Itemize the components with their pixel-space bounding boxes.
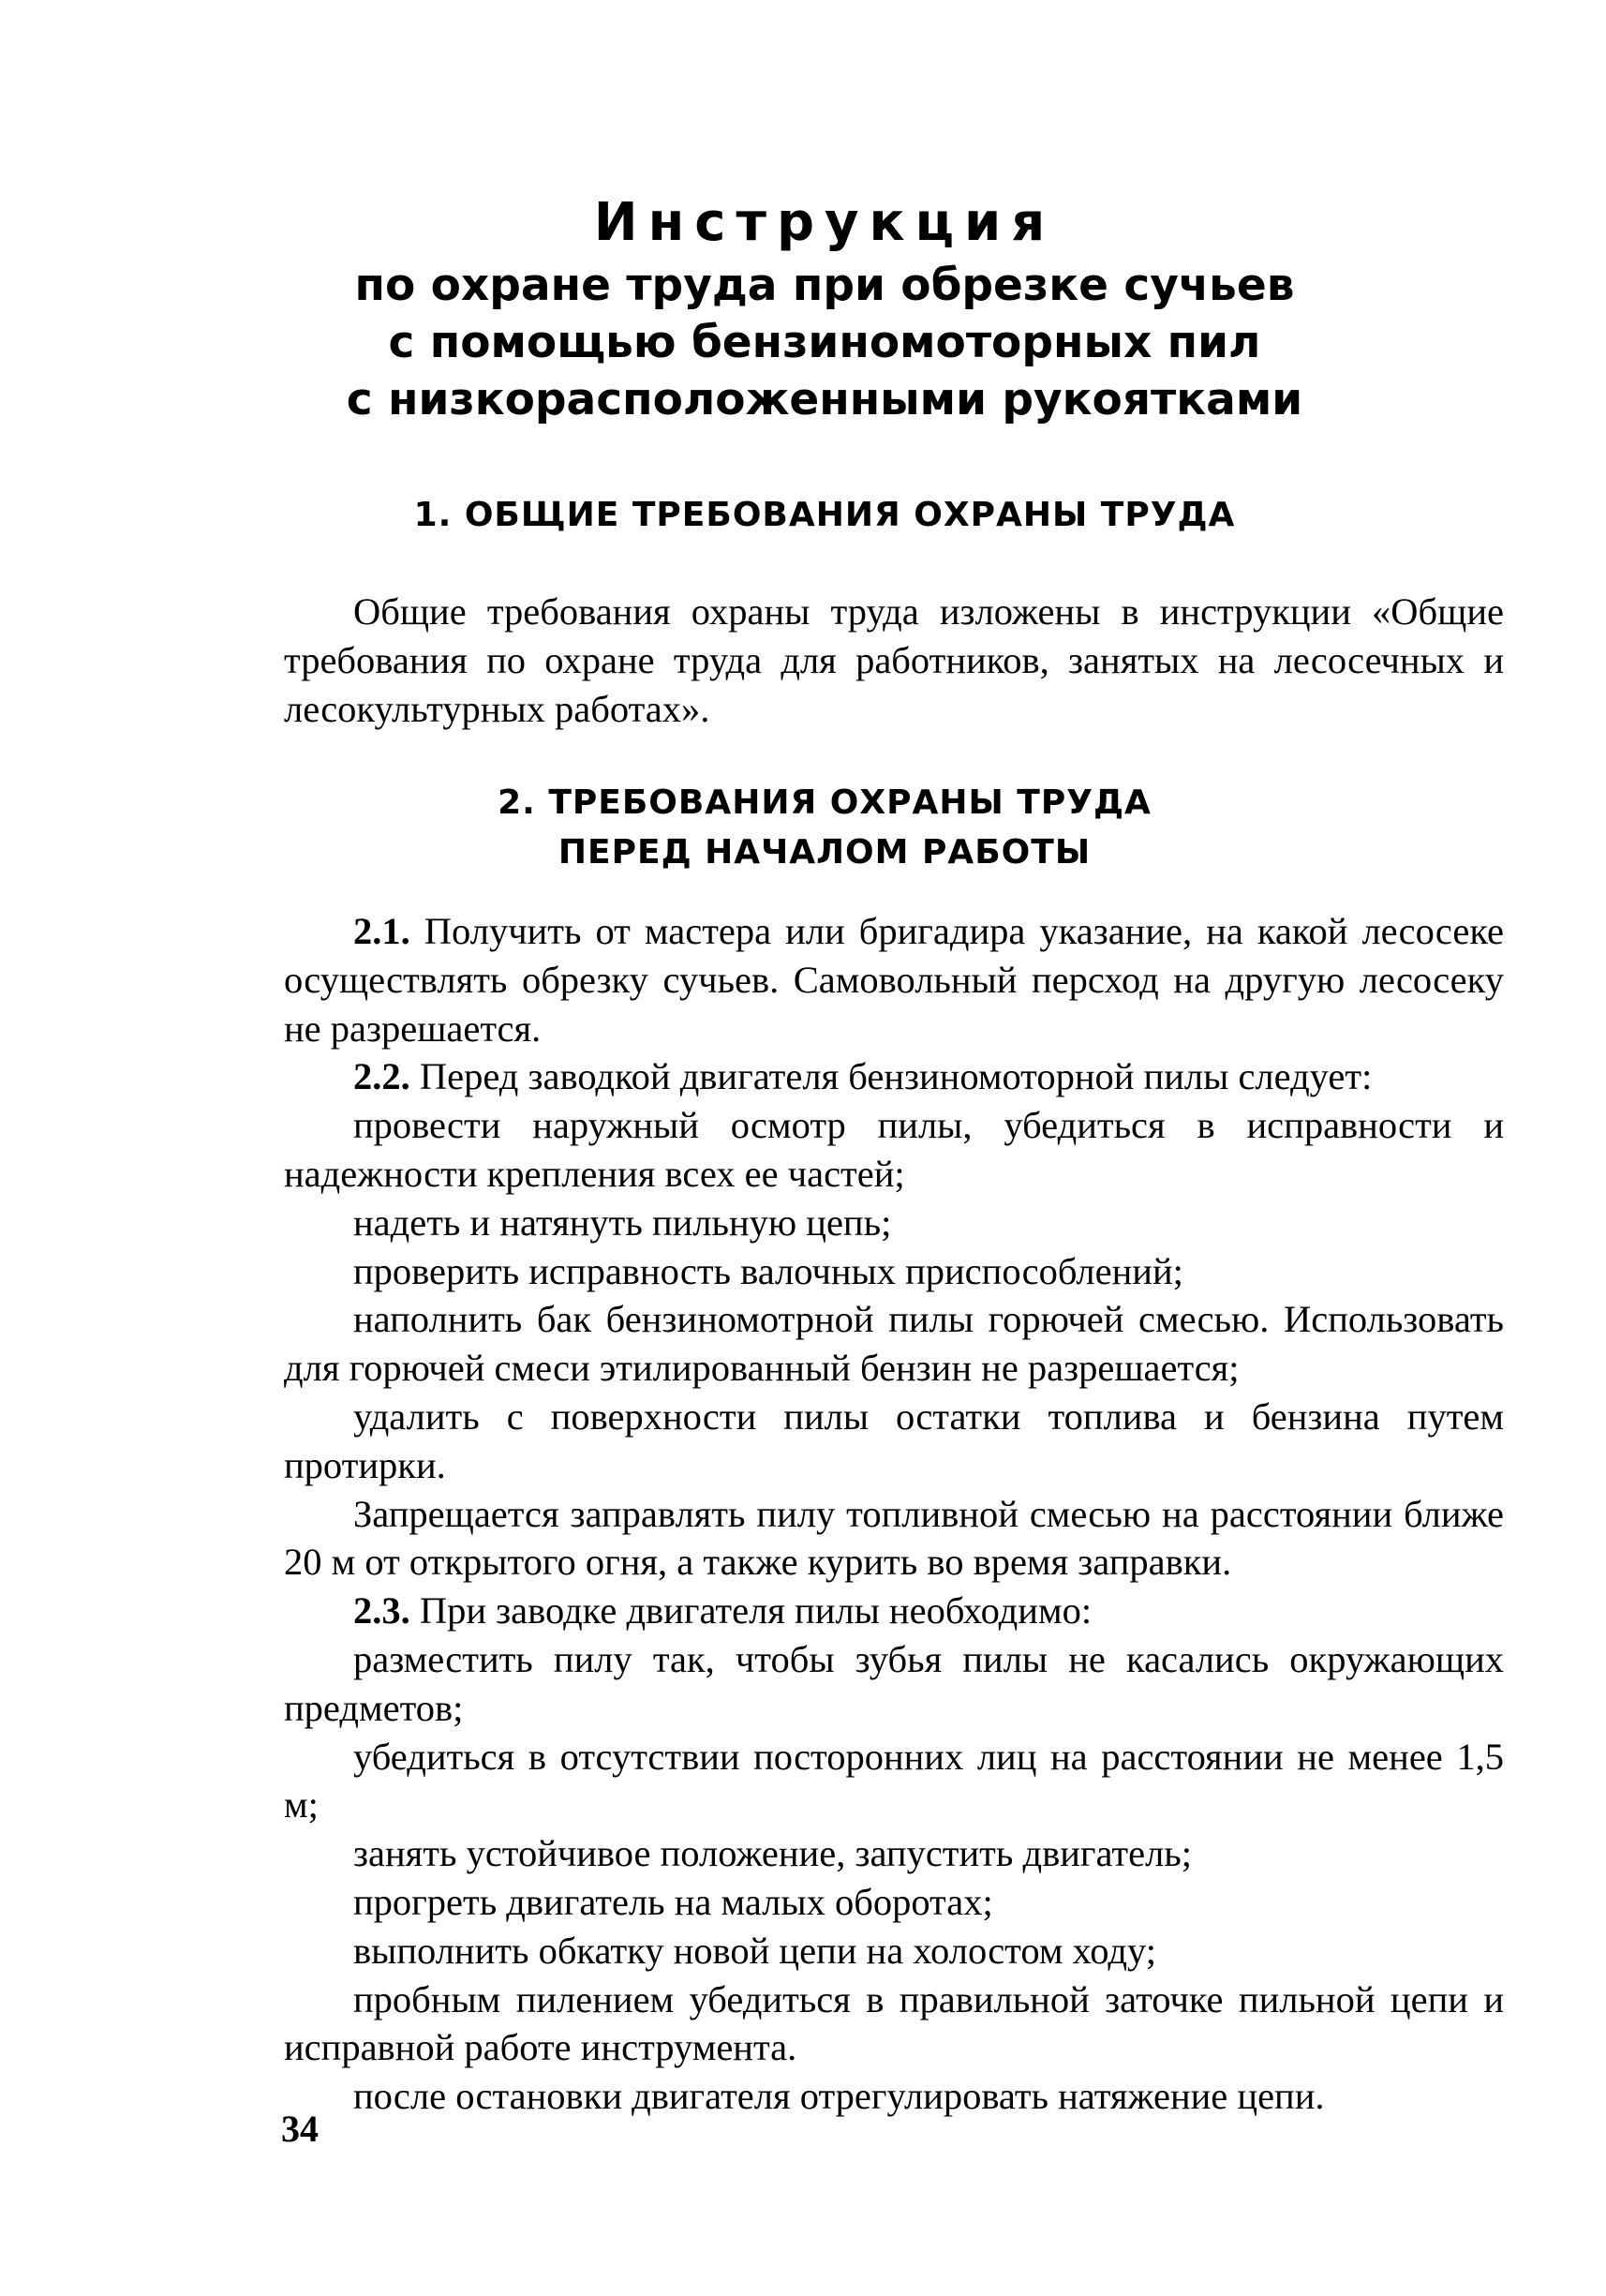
title-line: по охране труда при обрезке сучьев bbox=[354, 260, 1295, 311]
item-text: При заводке двигателя пилы необходимо: bbox=[409, 1589, 1093, 1633]
item-text: Перед заводкой двигателя бензиномоторной пилы следует: bbox=[409, 1055, 1373, 1098]
item-text: удалить с поверхности пилы остатки топлива и бензина путем протирки. bbox=[284, 1394, 1504, 1486]
section-1-heading: 1. ОБЩИЕ ТРЕБОВАНИЯ ОХРАНЫ ТРУДА bbox=[413, 496, 1236, 534]
list-item bbox=[284, 1975, 1504, 2073]
document-title bbox=[281, 192, 1368, 428]
list-item bbox=[284, 1052, 1504, 1101]
list-item bbox=[284, 1829, 1504, 1878]
list-item bbox=[284, 1878, 1504, 1927]
item-text: убедиться в отсутствии посторонних лиц на расстоянии не менее 1,5 м; bbox=[284, 1735, 1504, 1826]
item-text: надеть и натянуть пильную цепь; bbox=[353, 1200, 892, 1244]
title-line: с помощью бензиномоторных пил bbox=[388, 317, 1261, 368]
item-text: провести наружный осмотр пилы, убедиться в исправности и надежности крепления всех ее частей; bbox=[284, 1104, 1504, 1195]
list-item bbox=[284, 1635, 1504, 1733]
list-item bbox=[284, 1927, 1504, 1975]
item-text: выполнить обкатку новой цепи на холостом ходу; bbox=[353, 1929, 1156, 1972]
section-2-body bbox=[284, 907, 1504, 2121]
paragraph: Общие требования охраны труда изложены в инструкции «Общие требования по охране труда для работников, занятых на лесосечных и лесокультурных работах». bbox=[284, 590, 1504, 730]
item-text: Получить от мастера или бригадира указание, на какой лесосеке осуществлять обрезку сучьев. Самовольный персход на другую лесосеку не разрешается. bbox=[284, 910, 1504, 1050]
list-item bbox=[284, 1247, 1504, 1296]
item-number: 2.2. bbox=[353, 1055, 410, 1098]
list-item bbox=[284, 1733, 1504, 1830]
item-text: прогреть двигатель на малых оборотах; bbox=[353, 1880, 993, 1923]
list-item bbox=[284, 1101, 1504, 1199]
list-item bbox=[284, 1490, 1504, 1588]
title-word: Инструкция bbox=[593, 192, 1056, 253]
section-1-body bbox=[284, 588, 1504, 733]
section-heading-line: ПЕРЕД НАЧАЛОМ РАБОТЫ bbox=[558, 833, 1092, 872]
item-text: Запрещается заправлять пилу топливной смесью на расстоянии ближе 20 м от открытого огня, а также курить во время заправки. bbox=[284, 1492, 1504, 1584]
list-item bbox=[284, 1587, 1504, 1635]
item-text: после остановки двигателя отрегулировать натяжение цепи. bbox=[353, 2075, 1325, 2118]
section-2-heading bbox=[281, 778, 1368, 877]
list-item bbox=[284, 907, 1504, 1052]
list-item bbox=[284, 1295, 1504, 1393]
item-text: проверить исправность валочных приспособлений; bbox=[353, 1249, 1183, 1292]
item-text: занять устойчивое положение, запустить двигатель; bbox=[353, 1832, 1193, 1875]
title-line: с низкорасположенными рукоятками bbox=[346, 374, 1303, 425]
item-number: 2.1. bbox=[353, 910, 410, 952]
item-text: разместить пилу так, чтобы зубья пилы не касались окружающих предметов; bbox=[284, 1637, 1504, 1729]
list-item bbox=[284, 2072, 1504, 2121]
item-text: пробным пилением убедиться в правильной заточке пильной цепи и исправной работе инструмента. bbox=[284, 1977, 1504, 2069]
item-number: 2.3. bbox=[353, 1589, 410, 1633]
item-text: наполнить бак бензиномотрной пилы горючей смесью. Использовать для горючей смеси этилированный бензин не разрешается; bbox=[284, 1298, 1504, 1390]
page-number: 34 bbox=[281, 2108, 319, 2150]
section-heading-line: 2. ТРЕБОВАНИЯ ОХРАНЫ ТРУДА bbox=[498, 783, 1152, 822]
list-item bbox=[284, 1199, 1504, 1247]
list-item bbox=[284, 1393, 1504, 1490]
